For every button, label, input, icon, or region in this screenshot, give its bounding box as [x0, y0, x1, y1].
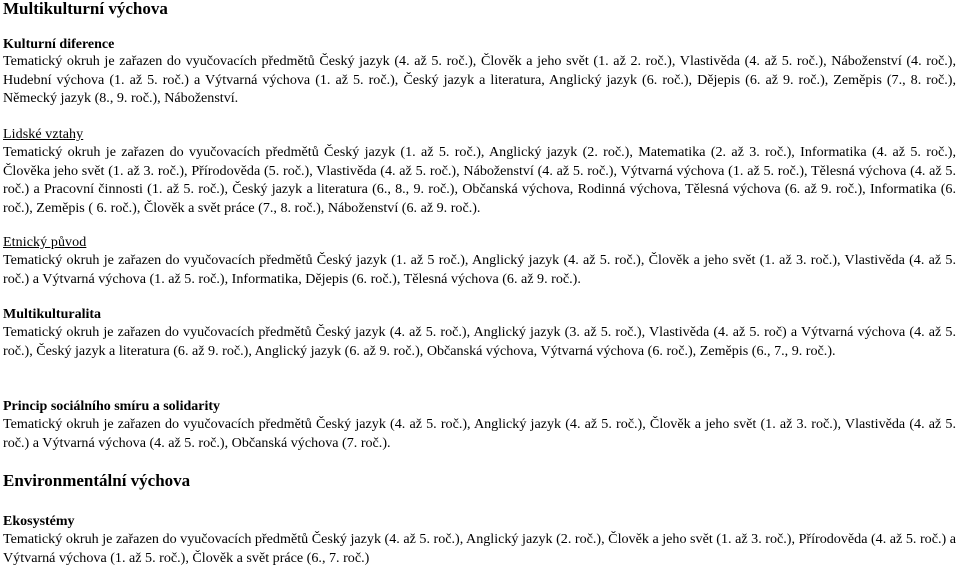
- section-heading-environmentalni-vychova: Environmentální výchova: [3, 471, 191, 490]
- subsection-heading-ekosystemy: Ekosystémy: [3, 514, 75, 529]
- subsection-text-multikulturalita: Tematický okruh je zařazen do vyučovacích předmětů Český jazyk (4. až 5. roč.), Anglický jazyk (3. až 5. roč.), Vlastivěda (4. až 5. roč) a Výtvarná výchova (4. až 5. roč.), Český jazyk a literatura (6. až 9. roč.), Anglický jazyk (6. až 9. roč.), Občanská výchova, Výtvarná výchova (6. roč.), Zeměpis (6., 7., 9. roč.).: [3, 324, 956, 359]
- subsection-heading-multikulturalita: Multikulturalita: [3, 307, 102, 322]
- subsection-text-princip-socialniho-smiru: Tematický okruh je zařazen do vyučovacích předmětů Český jazyk (4. až 5. roč.), Anglický jazyk (4. až 5. roč.), Člověk a jeho svět (1. až 3. roč.), Vlastivěda (4. až 5. roč.) a Výtvarná výchova (4. až 5. roč.), Občanská výchova (7. roč.).: [3, 416, 956, 451]
- section-heading-multikulturni-vychova: Multikulturní výchova: [3, 0, 168, 18]
- subsection-heading-kulturni-diference: Kulturní diference: [3, 37, 115, 52]
- subsection-text-etnicky-puvod: Tematický okruh je zařazen do vyučovacích předmětů Český jazyk (1. až 5 roč.), Anglický jazyk (4. až 5. roč.), Člověk a jeho svět (1. až 3. roč.), Vlastivěda (4. až 5. roč.) a Výtvarná výchova (1. až 5. roč.), Informatika, Dějepis (6. roč.), Tělesná výchova (6. až 9. roč.).: [3, 252, 956, 287]
- subsection-text-lidske-vztahy: Tematický okruh je zařazen do vyučovacích předmětů Český jazyk (1. až 5. roč.), Anglický jazyk (2. roč.), Matematika (2. až 3. roč.), Informatika (4. až 5. roč.), Člověka jeho svět (1. až 3. roč.), Přírodověda (5. roč.), Vlastivěda (4. až 5. roč.), Náboženství (4. až 5. roč.), Výtvarná výchova (1. až 5. roč.), Tělesná výchova (4. až 5. roč.) a Pracovní činnosti (1. až 5. roč.), Český jazyk a literatura (6., 8., 9. roč.), Občanská výchova, Rodinná výchova, Tělesná výchova (6. až 9. roč.), Informatika (6. roč.), Zeměpis ( 6. roč.), Člověk a svět práce (7., 8. roč.), Náboženství (6. až 9. roč.).: [3, 144, 956, 216]
- subsection-text-kulturni-diference: Tematický okruh je zařazen do vyučovacích předmětů Český jazyk (4. až 5. roč.), Člověk a jeho svět (1. až 2. roč.), Vlastivěda (4. až 5. roč.), Náboženství (4. roč.), Hudební výchova (1. až 5. roč.) a Výtvarná výchova (1. až 5. roč.), Český jazyk a literatura, Anglický jazyk (6. roč.), Dějepis (6. až 9. roč.), Zeměpis (7., 8. roč.), Německý jazyk (8., 9. roč.), Náboženství.: [3, 53, 956, 106]
- subsection-heading-princip-socialniho-smiru: Princip sociálního smíru a solidarity: [3, 399, 221, 414]
- subsection-heading-etnicky-puvod: Etnický původ: [3, 235, 87, 250]
- subsection-heading-lidske-vztahy: Lidské vztahy: [3, 127, 84, 142]
- subsection-text-ekosystemy: Tematický okruh je zařazen do vyučovacích předmětů Český jazyk (4. až 5. roč.), Anglický jazyk (2. roč.), Člověk a jeho svět (1. až 3. roč.), Přírodověda (4. až 5. roč.) a Výtvarná výchova (1. až 5. roč.), Člověk a svět práce (6., 7. roč.): [3, 531, 956, 566]
